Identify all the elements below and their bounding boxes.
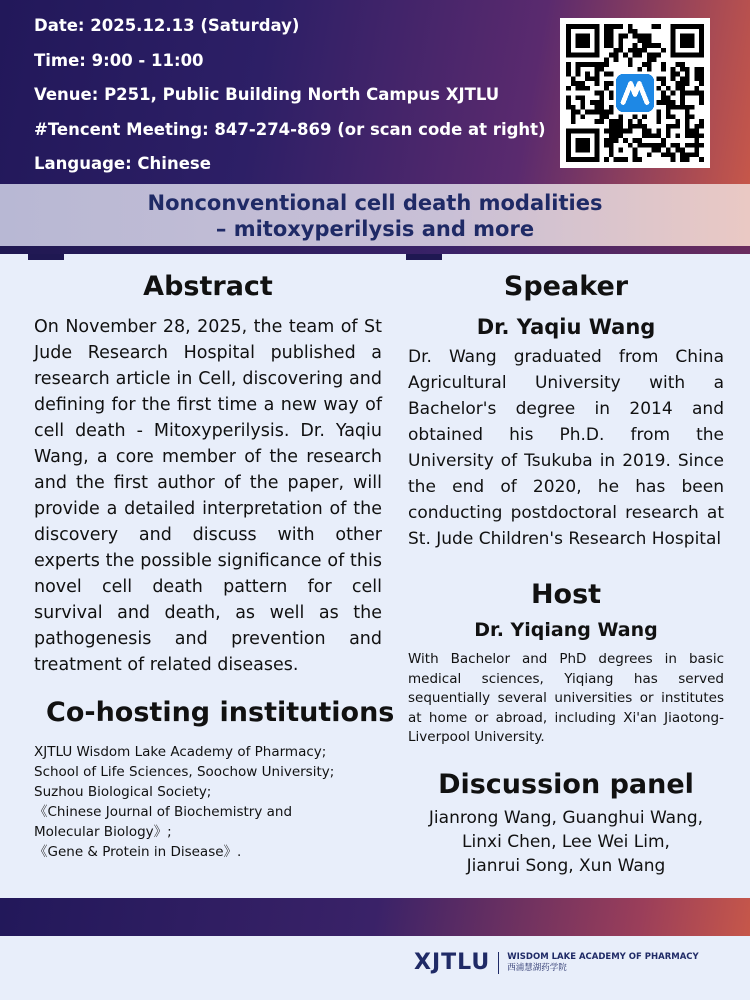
host-heading: Host: [530, 579, 602, 610]
panel-line: Linxi Chen, Lee Wei Lim,: [462, 831, 670, 852]
divider-strip: [0, 246, 750, 254]
logo-subtitle-cn: 西浦慧湖药学院: [507, 962, 567, 973]
left-tab-decoration: [28, 254, 64, 260]
left-column: [34, 268, 395, 862]
panel-heading: Discussion panel: [438, 768, 694, 800]
event-meeting: #Tencent Meeting: 847-274-869 (or scan code at right): [34, 119, 546, 139]
right-column: [408, 268, 724, 878]
talk-title-line-1: Nonconventional cell death modalities: [147, 191, 603, 215]
event-info: [34, 16, 546, 189]
panel-line: Jianrui Song, Xun Wang: [466, 855, 666, 876]
header-band: [0, 0, 750, 184]
talk-title-line-2: – mitoxyperilysis and more: [215, 217, 535, 241]
logo-subtitle: [507, 952, 698, 974]
event-date: Date: 2025.12.13 (Saturday): [34, 16, 300, 35]
cohost-item: School of Life Sciences, Soochow University;: [34, 764, 335, 780]
cohost-item: Suzhou Biological Society;: [34, 784, 212, 800]
speaker-heading: Speaker: [503, 271, 629, 302]
event-time: Time: 9:00 - 11:00: [34, 50, 204, 70]
abstract-heading: Abstract: [143, 271, 273, 302]
event-language: Language: Chinese: [34, 154, 211, 173]
event-venue: Venue: P251, Public Building North Campus XJTLU: [34, 85, 500, 104]
cohost-list: [34, 742, 382, 862]
talk-title-band: [0, 184, 750, 246]
speaker-bio: Dr. Wang graduated from China Agricultural University with a Bachelor's degree in 2014 and obtained his Ph.D. from the University of Tsukuba in 2019. Since the end of 2020, he has been conducting postdoctoral research at St. Jude Children's Research Hospital: [408, 347, 724, 549]
cohost-item: 《Gene & Protein in Disease》.: [34, 844, 242, 860]
cohost-item: XJTLU Wisdom Lake Academy of Pharmacy;: [34, 744, 327, 760]
abstract-text: On November 28, 2025, the team of St Jude Research Hospital published a research article in Cell, discovering and defining for the first time a new way of cell death - Mitoxyperilysis. Dr. Yaqiu Wang, a core member of the research and the first author of the paper, will provide a detailed interpretation of the discovery and discuss with other experts the possible significance of this novel cell death pattern for cell survival and death, as well as the pathogenesis and prevention and treatment of related diseases.: [34, 317, 382, 675]
qr-code-icon: [566, 24, 704, 162]
panel-members: [408, 806, 724, 878]
cohost-item: 《Chinese Journal of Biochemistry and: [34, 804, 293, 820]
host-name: Dr. Yiqiang Wang: [474, 619, 658, 641]
speaker-name: Dr. Yaqiu Wang: [476, 315, 656, 339]
cohost-item: Molecular Biology》;: [34, 824, 172, 840]
panel-line: Jianrong Wang, Guanghui Wang,: [428, 807, 704, 828]
footer-band: [0, 898, 750, 936]
footer: [0, 936, 750, 1000]
right-tab-decoration: [406, 254, 442, 260]
qr-code[interactable]: [560, 18, 710, 168]
host-bio: With Bachelor and PhD degrees in basic medical sciences, Yiqiang has served sequentially several universities or institutes at home or abroad, including Xi'an Jiaotong-Liverpool University.: [408, 651, 724, 745]
cohost-heading: Co-hosting institutions: [46, 697, 395, 728]
logo-subtitle-en: WISDOM LAKE ACADEMY OF PHARMACY: [507, 951, 699, 962]
logo-divider: [498, 952, 499, 974]
logo-wordmark: XJTLU: [414, 950, 491, 975]
academy-logo: [414, 950, 699, 975]
